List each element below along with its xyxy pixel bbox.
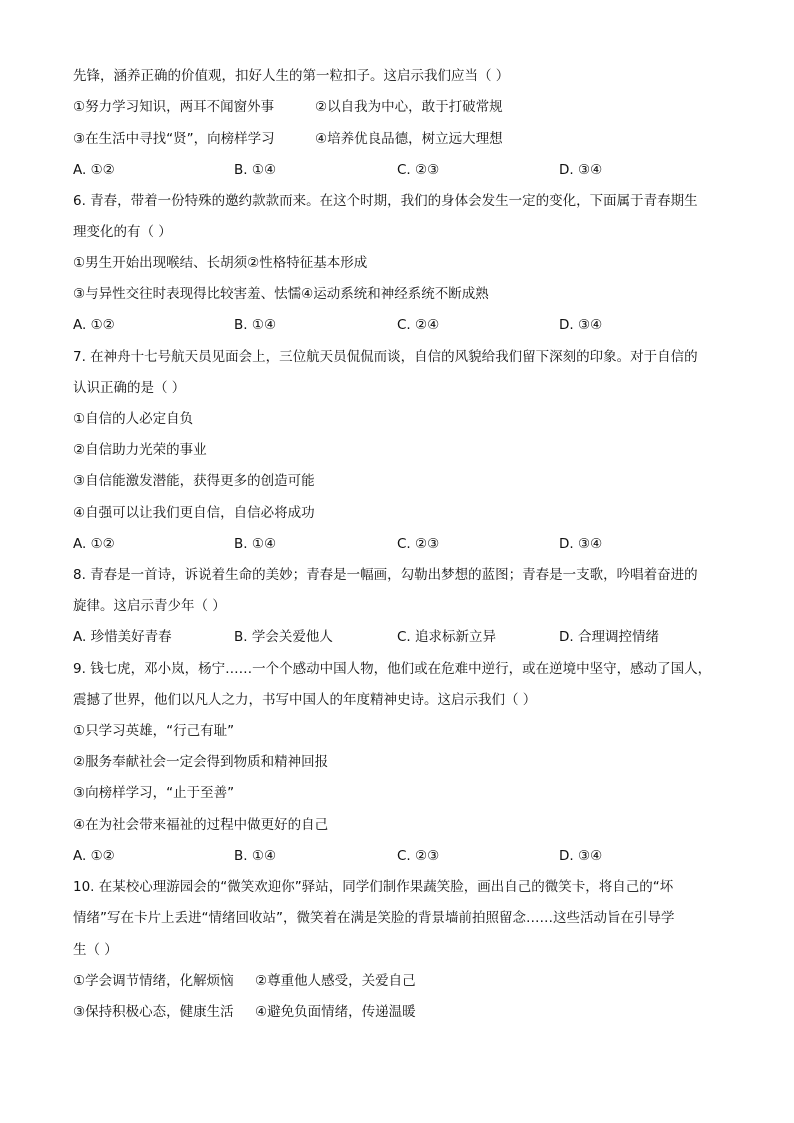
q5-statement-1: ①努力学习知识，两耳不闻窗外事 — [73, 99, 275, 115]
q6-statement-3-4: ③与异性交往时表现得比较害羞、怯懦④运动系统和神经系统不断成熟 — [73, 286, 489, 302]
q5-stem-continued: 先锋，涵养正确的价值观，扣好人生的第一粒扣子。这启示我们应当（ ） — [73, 68, 510, 84]
q9-statement-2: ②服务奉献社会一定会得到物质和精神回报 — [73, 754, 329, 770]
q7-option-c: C. ②③ — [397, 536, 440, 552]
q10-stem-line-1: 10. 在某校心理游园会的“微笑欢迎你”驿站，同学们制作果蔬笑脸，画出自己的微笑卡，将自己的“坏 — [73, 879, 674, 895]
q7-option-b: B. ①④ — [234, 536, 277, 552]
q7-statement-3: ③自信能激发潜能，获得更多的创造可能 — [73, 473, 315, 489]
q6-option-c: C. ②④ — [397, 317, 440, 333]
q8-stem-line-2: 旋律。这启示青少年（ ） — [73, 598, 226, 614]
q5-option-c: C. ②③ — [397, 162, 440, 178]
q7-stem-line-1: 7. 在神舟十七号航天员见面会上，三位航天员侃侃而谈，自信的风貌给我们留下深刻的印象。对于自信的 — [73, 349, 698, 365]
q10-statement-2: ②尊重他人感受，关爱自己 — [255, 973, 416, 989]
q9-option-b: B. ①④ — [234, 848, 277, 864]
q7-statement-1: ①自信的人必定自负 — [73, 411, 194, 427]
q8-option-c: C. 追求标新立异 — [397, 629, 497, 645]
q5-option-a: A. ①② — [73, 162, 115, 178]
q6-stem-line-2: 理变化的有（ ） — [73, 224, 172, 240]
q5-statement-4: ④培养优良品德，树立远大理想 — [315, 131, 503, 147]
q5-option-b: B. ①④ — [234, 162, 277, 178]
q9-stem-line-1: 9. 钱七虎，邓小岚，杨宁……一个个感动中国人物，他们或在危难中逆行，或在逆境中坚守，感动了国人， — [73, 661, 712, 677]
q8-stem-line-1: 8. 青春是一首诗，诉说着生命的美妙；青春是一幅画，勾勒出梦想的蓝图；青春是一支歌，吟唱着奋进的 — [73, 567, 698, 583]
q6-option-d: D. ③④ — [559, 317, 603, 333]
q10-statement-4: ④避免负面情绪，传递温暖 — [255, 1004, 416, 1020]
q10-statement-3: ③保持积极心态，健康生活 — [73, 1004, 234, 1020]
q7-stem-line-2: 认识正确的是（ ） — [73, 380, 186, 396]
q8-option-d: D. 合理调控情绪 — [559, 629, 659, 645]
q7-option-d: D. ③④ — [559, 536, 603, 552]
q7-statement-2: ②自信助力光荣的事业 — [73, 442, 207, 458]
q7-statement-4: ④自强可以让我们更自信，自信必将成功 — [73, 505, 315, 521]
q10-stem-line-2: 情绪”写在卡片上丢进“情绪回收站”，微笑着在满是笑脸的背景墙前拍照留念……这些活动旨在引导学 — [73, 910, 675, 926]
q8-option-a: A. 珍惜美好青春 — [73, 629, 172, 645]
q9-option-c: C. ②③ — [397, 848, 440, 864]
q6-option-a: A. ①② — [73, 317, 115, 333]
q7-option-a: A. ①② — [73, 536, 115, 552]
q9-statement-3: ③向榜样学习，“止于至善” — [73, 785, 235, 801]
q9-statement-4: ④在为社会带来福祉的过程中做更好的自己 — [73, 817, 329, 833]
q9-stem-line-2: 震撼了世界，他们以凡人之力，书写中国人的年度精神史诗。这启示我们（ ） — [73, 692, 537, 708]
q6-stem-line-1: 6. 青春，带着一份特殊的邀约款款而来。在这个时期，我们的身体会发生一定的变化，下面属于青春期生 — [73, 193, 698, 209]
q5-statement-2: ②以自我为中心，敢于打破常规 — [315, 99, 503, 115]
q9-statement-1: ①只学习英雄，“行己有耻” — [73, 723, 235, 739]
q5-statement-3: ③在生活中寻找“贤”，向榜样学习 — [73, 131, 275, 147]
q8-option-b: B. 学会关爱他人 — [234, 629, 333, 645]
q9-option-a: A. ①② — [73, 848, 115, 864]
q10-stem-line-3: 生（ ） — [73, 942, 118, 958]
q9-option-d: D. ③④ — [559, 848, 603, 864]
q5-option-d: D. ③④ — [559, 162, 603, 178]
q10-statement-1: ①学会调节情绪，化解烦恼 — [73, 973, 234, 989]
q6-statement-1-2: ①男生开始出现喉结、长胡须②性格特征基本形成 — [73, 255, 368, 271]
q6-option-b: B. ①④ — [234, 317, 277, 333]
